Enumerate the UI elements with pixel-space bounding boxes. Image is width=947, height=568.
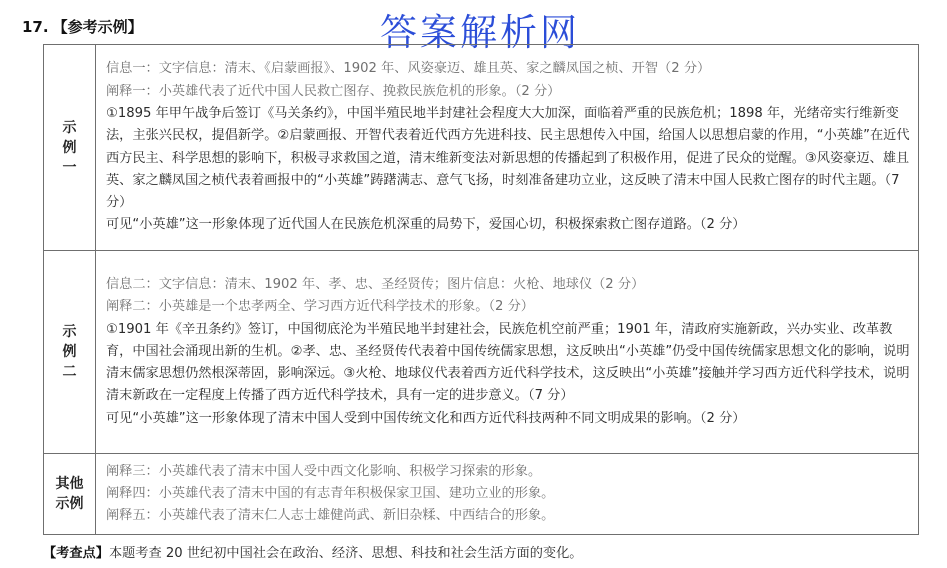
info-line: 信息一：文字信息：清末、《启蒙画报》、1902 年、风姿豪迈、雄且英、家之麟凤国之桢、开智（2 分） <box>106 61 711 77</box>
section-title: 【参考示例】 <box>52 18 143 36</box>
list-item: 阐释四：小英雄代表了清末中国的有志青年积极保家卫国、建功立业的形象。 <box>106 485 555 501</box>
label-line: 其他 <box>55 476 84 492</box>
question-number: 17. <box>22 18 49 36</box>
info-line: 信息二：文字信息：清末、1902 年、孝、忠、圣经贤传；图片信息：火枪、地球仪（2 分） <box>106 276 645 292</box>
analysis-paragraph: ①1901 年《辛丑条约》签订，中国彻底沦为半殖民地半封建社会，民族危机空前严重；1901 年，清政府实施新政，兴办实业、改革教育，中国社会涌现出新的生机。②孝、忠、圣经贤传代表着中国传统儒家思想，这反映出“小英雄”仍受中国传统儒家思想文化的影响，说明清末儒家思想仍然根深蒂固，影响深远。③火枪、地球仪代表着西方近代科学技术，这反映出“小英雄”接触并学习西方近代科学技术，说明清末新政在一定程度上传播了西方近代科学技术，具有一定的进步意义。（7 分） <box>106 321 910 404</box>
key-point-text: 本题考查 20 世纪初中国社会在政治、经济、思想、科技和社会生活方面的变化。 <box>108 546 583 561</box>
example-two-label <box>44 251 96 454</box>
list-item: 阐释三：小英雄代表了清末中国人受中西文化影响、积极学习探索的形象。 <box>106 463 542 479</box>
label-char: 例 <box>62 139 77 156</box>
answer-table <box>43 44 919 535</box>
list-item: 阐释五：小英雄代表了清末仁人志士雄健尚武、新旧杂糅、中西结合的形象。 <box>106 508 555 524</box>
analysis-paragraph: ①1895 年甲午战争后签订《马关条约》，中国半殖民地半封建社会程度大大加深，面临着严重的民族危机；1898 年，光绪帝实行维新变法，主张兴民权，提倡新学。②启蒙画报、开智代表着近代西方先进科技、民主思想传入中国，给国人以思想启蒙的作用，“小英雄”在近代西方民主、科学思想的影响下，积极寻求救国之道，清末维新变法对新思想的传播起到了积极作用，促进了民众的觉醒。③风姿豪迈、雄且英、家之麟凤国之桢代表着画报中的“小英雄”踌躇满志、意气飞扬，时刻准备建功立业，这反映了清末中国人民救亡图存的时代主题。（7 分） <box>106 105 910 211</box>
interpretation-line: 阐释二：小英雄是一个忠孝两全、学习西方近代科学技术的形象。（2 分） <box>106 299 534 315</box>
other-examples-content <box>96 454 919 535</box>
key-point-tag: 【考查点】 <box>43 546 109 561</box>
site-watermark: 答案解析网 <box>380 11 580 54</box>
interpretation-line: 阐释一：小英雄代表了近代中国人民救亡图存、挽救民族危机的形象。（2 分） <box>106 83 561 99</box>
example-one-content <box>96 45 919 251</box>
example-two-row <box>44 251 919 454</box>
other-examples-row <box>44 454 919 535</box>
key-point-footer <box>43 542 582 561</box>
conclusion-line: 可见“小英雄”这一形象体现了清末中国人受到中国传统文化和西方近代科技两种不同文明成果的影响。（2 分） <box>106 410 746 426</box>
example-two-content <box>96 251 919 454</box>
label-char: 示 <box>62 119 77 136</box>
other-examples-label <box>44 454 96 535</box>
question-header <box>22 16 143 37</box>
conclusion-line: 可见“小英雄”这一形象体现了近代国人在民族危机深重的局势下，爱国心切，积极探索救亡图存道路。（2 分） <box>106 217 746 233</box>
label-char: 一 <box>62 159 77 176</box>
label-char: 示 <box>62 324 77 340</box>
example-one-label <box>44 45 96 251</box>
label-char: 二 <box>62 364 77 380</box>
label-char: 例 <box>62 344 77 360</box>
example-one-row <box>44 45 919 251</box>
label-line: 示例 <box>55 496 84 512</box>
